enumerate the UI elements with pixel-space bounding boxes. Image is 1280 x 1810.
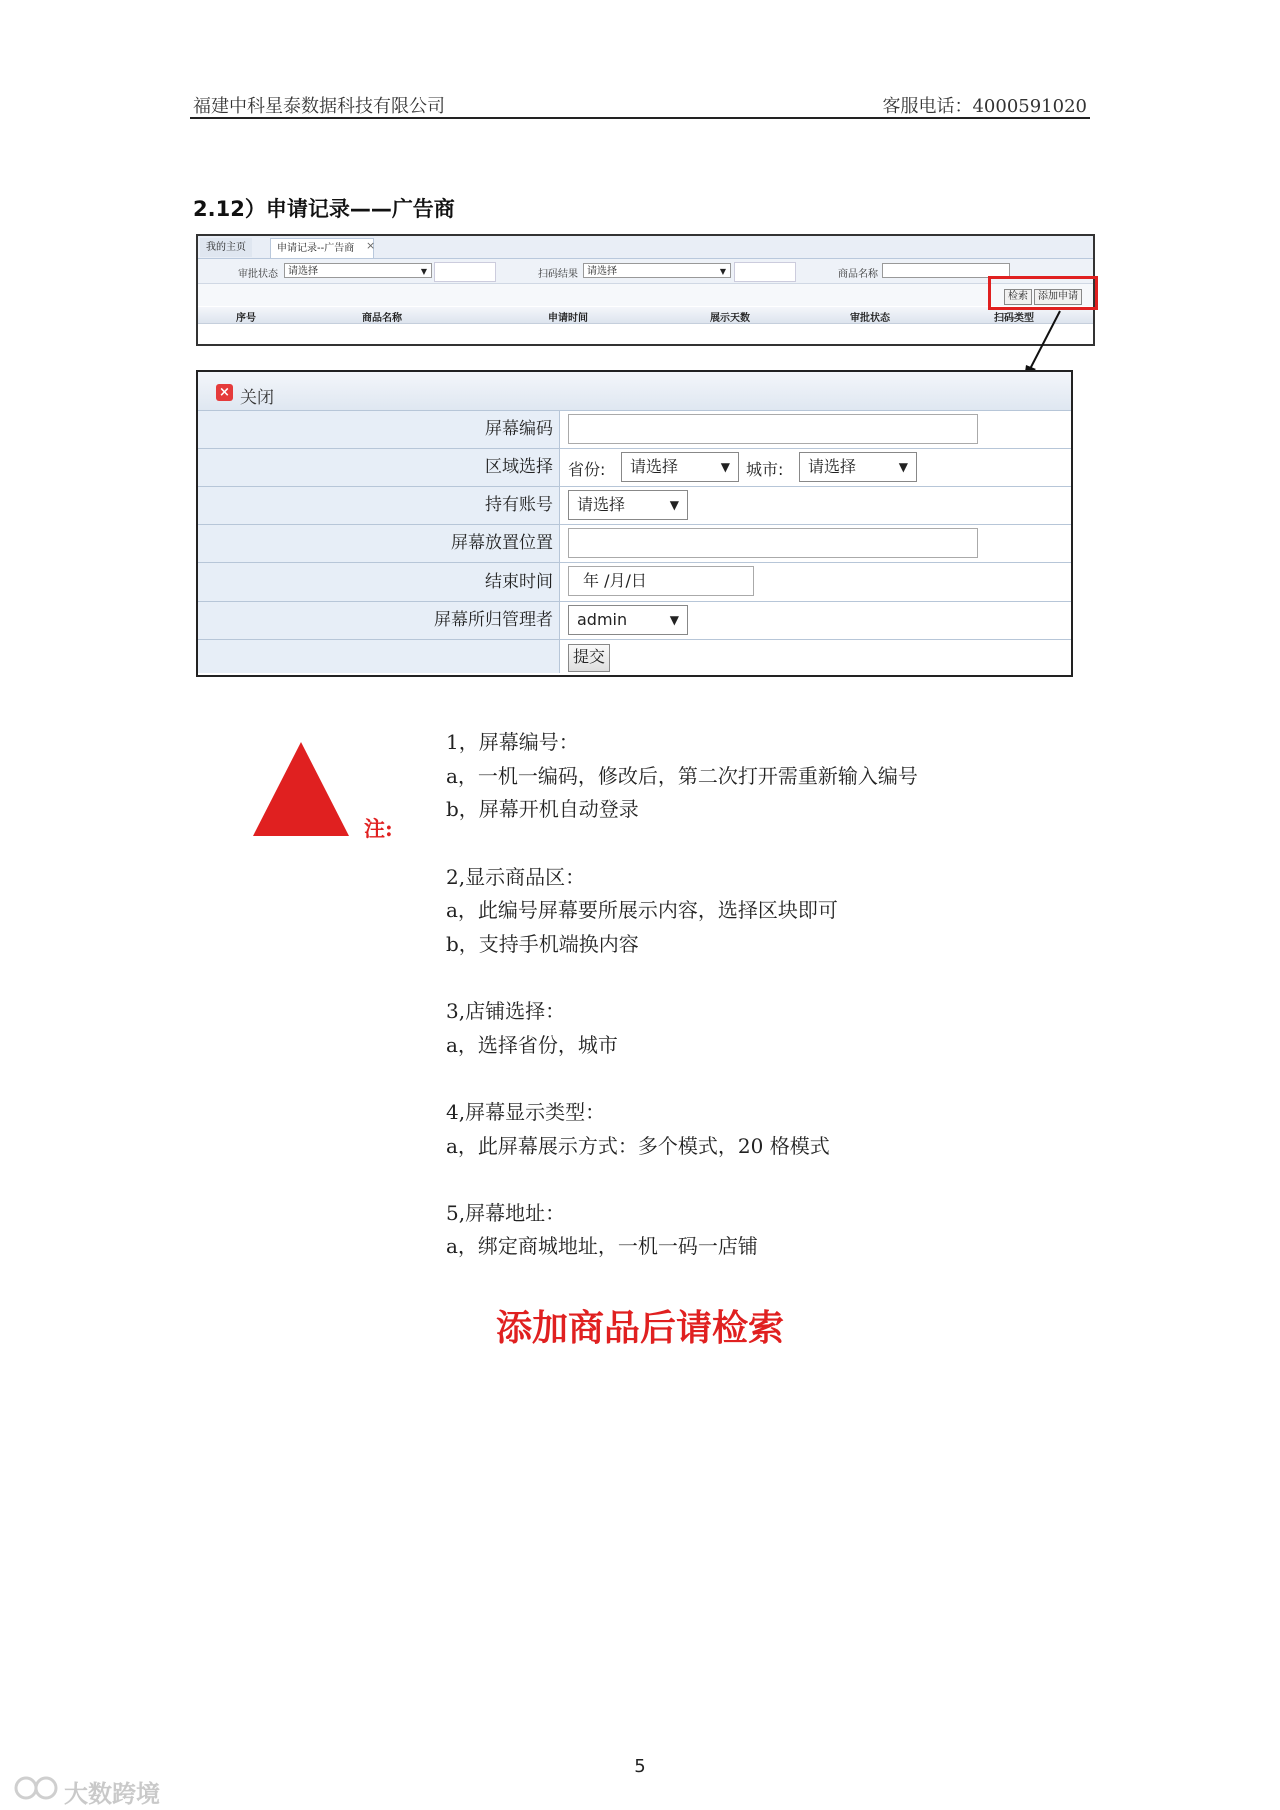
- note-line: 1，屏幕编号：: [446, 730, 579, 754]
- add-screen-dialog: [196, 370, 1073, 677]
- product-name-label: 商品名称: [838, 269, 878, 280]
- add-application-button[interactable]: 添加申请: [1034, 289, 1082, 305]
- note-line: a，此屏幕展示方式：多个模式，20 格模式: [446, 1134, 830, 1158]
- column-header: 扫码类型: [994, 313, 1034, 324]
- account-label: 持有账号: [198, 487, 560, 524]
- screen-code-input[interactable]: [568, 414, 978, 444]
- approval-status-select[interactable]: [284, 263, 432, 278]
- scan-blank-field: [734, 262, 796, 282]
- header-divider: [190, 117, 1090, 119]
- section-title: 2.12）申请记录——广告商: [193, 197, 455, 221]
- account-value: 请选择: [577, 495, 626, 514]
- table-header: [198, 307, 1093, 324]
- final-notice: 添加商品后请检索: [495, 1307, 784, 1349]
- chevron-down-icon: ▼: [720, 460, 730, 474]
- province-label: 省份:: [568, 460, 606, 479]
- province-select[interactable]: [621, 452, 739, 482]
- close-tab-icon[interactable]: ×: [366, 239, 376, 252]
- note-line: b，支持手机端换内容: [446, 932, 639, 956]
- tab-application-records[interactable]: 申请记录--广告商: [270, 238, 374, 258]
- screen-code-label: 屏幕编码: [198, 411, 560, 448]
- column-header: 展示天数: [710, 313, 750, 324]
- watermark-text: 大数跨境: [64, 1780, 160, 1808]
- chevron-down-icon: ▼: [669, 498, 679, 512]
- service-hotline: 客服电话：4000591020: [882, 96, 1087, 117]
- tab-home[interactable]: 我的主页: [200, 238, 252, 257]
- column-header: 商品名称: [362, 313, 402, 324]
- note-line: a，一机一编码，修改后，第二次打开需重新输入编号: [446, 764, 918, 788]
- status-blank-field: [434, 262, 496, 282]
- region-label: 区域选择: [198, 449, 560, 486]
- close-label[interactable]: 关闭: [240, 388, 274, 408]
- watermark-logo-icon: [12, 1772, 62, 1802]
- approval-status-label: 审批状态: [238, 269, 278, 280]
- column-header: 申请时间: [548, 313, 588, 324]
- note-line: a，绑定商城地址，一机一码一店铺: [446, 1234, 758, 1258]
- scan-result-select[interactable]: [583, 263, 731, 278]
- chevron-down-icon: ▼: [669, 613, 679, 627]
- approval-status-value: 请选择: [288, 266, 318, 277]
- note-line: 2,显示商品区：: [446, 865, 586, 889]
- end-time-label: 结束时间: [198, 563, 560, 601]
- note-line: a，此编号屏幕要所展示内容，选择区块即可: [446, 898, 838, 922]
- chevron-down-icon: ▼: [898, 460, 908, 474]
- scan-result-value: 请选择: [587, 266, 617, 277]
- account-select[interactable]: [568, 490, 688, 520]
- column-header: 序号: [236, 313, 256, 324]
- position-input[interactable]: [568, 528, 978, 558]
- column-header: 审批状态: [850, 313, 890, 324]
- scan-result-label: 扫码结果: [538, 269, 578, 280]
- search-button[interactable]: 检索: [1004, 289, 1032, 305]
- city-select[interactable]: [799, 452, 917, 482]
- province-value: 请选择: [630, 457, 679, 476]
- city-label: 城市:: [746, 460, 784, 479]
- note-line: a，选择省份，城市: [446, 1033, 618, 1057]
- chevron-down-icon: ▼: [719, 267, 726, 276]
- note-label: 注:: [364, 816, 393, 841]
- company-name: 福建中科星泰数据科技有限公司: [193, 96, 445, 117]
- submit-row-label: [198, 640, 560, 673]
- note-line: 5,屏幕地址：: [446, 1201, 566, 1225]
- application-list-panel: [196, 234, 1095, 346]
- action-row: [198, 284, 1093, 306]
- page-number: 5: [634, 1756, 646, 1777]
- chevron-down-icon: ▼: [420, 267, 427, 276]
- position-label: 屏幕放置位置: [198, 525, 560, 562]
- end-time-input[interactable]: 年 /月/日: [568, 566, 754, 596]
- dialog-header: [198, 372, 1071, 411]
- manager-select[interactable]: [568, 605, 688, 635]
- close-icon[interactable]: ×: [216, 384, 233, 401]
- warning-triangle-icon: [253, 740, 353, 840]
- submit-button[interactable]: 提交: [568, 644, 610, 672]
- manager-value: admin: [577, 610, 628, 629]
- city-value: 请选择: [808, 457, 857, 476]
- note-line: b，屏幕开机自动登录: [446, 797, 639, 821]
- manager-label: 屏幕所归管理者: [198, 602, 560, 639]
- note-line: 3,店铺选择：: [446, 999, 566, 1023]
- note-line: 4,屏幕显示类型：: [446, 1100, 606, 1124]
